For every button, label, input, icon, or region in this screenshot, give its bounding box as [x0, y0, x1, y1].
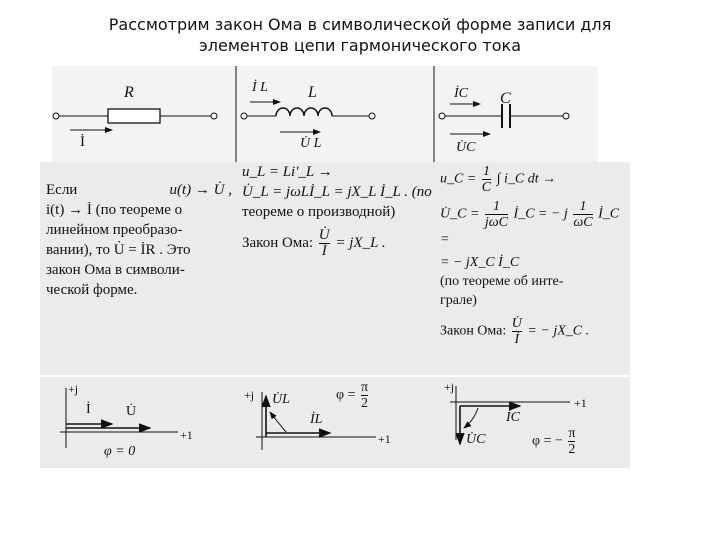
capacitor-voltage-label: U̇C	[456, 140, 476, 155]
resistor-phasor-j: +j	[68, 382, 79, 396]
resistor-line-3: линейном преобразо-	[46, 222, 183, 238]
capacitor-eq-1: u_C = $\frac{1}{C}$ ∫ i_C dt →	[440, 164, 557, 195]
inductor-label: L	[308, 84, 317, 101]
inductor-description	[242, 162, 434, 259]
inductor-phasor-j: +j	[244, 388, 255, 402]
resistor-line-4: вании), то U̇ = İR . Это	[46, 242, 191, 258]
resistor-line-5: закон Ома в символи-	[46, 262, 185, 278]
capacitor-eq-2: U̇_C = $\frac{1}{\text{jωC}}$ İ_C = − j $\frac{1}{\omega C}$ İ_C =	[440, 199, 620, 247]
capacitor-eq-5: грале)	[440, 293, 477, 308]
capacitor-phasor-plus1: +1	[574, 396, 587, 410]
resistor-phasor-i: İ	[86, 402, 91, 417]
capacitor-label: C	[500, 90, 511, 107]
capacitor-symbol	[439, 104, 569, 134]
inductor-phasor-plus1: +1	[378, 432, 391, 446]
capacitor-phasor-uc: U̇C	[466, 432, 486, 447]
title-line-1: Рассмотрим закон Ома в символической форме записи для	[108, 15, 612, 34]
resistor-current-label: İ	[80, 134, 85, 150]
inductor-eq-3: теореме о производной)	[242, 204, 396, 220]
inductor-eq-1: u_L = Li'_L →	[242, 164, 333, 180]
resistor-phasor-plus1: +1	[180, 428, 193, 442]
resistor-phasor-u: U̇	[126, 404, 137, 419]
resistor-label: R	[124, 84, 134, 101]
title-line-2: элементов цепи гармонического тока	[198, 36, 522, 55]
capacitor-ohm-law: Закон Ома: $\frac{U̇}{İ}$ = − jX_C .	[440, 316, 590, 347]
resistor-line-2: i(t) → İ (по теореме о	[46, 202, 183, 218]
capacitor-current-label: İC	[454, 86, 468, 101]
inductor-current-label: İ L	[252, 80, 268, 95]
resistor-line-6: ческой форме.	[46, 282, 138, 298]
resistor-description	[46, 180, 232, 300]
capacitor-eq-3: = − jX_C İ_C	[440, 255, 520, 270]
inductor-phasor-ul: U̇L	[272, 392, 290, 407]
capacitor-phasor-j: +j	[444, 380, 455, 394]
inductor-phasor-il: İL	[310, 412, 323, 427]
inductor-phi: φ = $\frac{\pi}{2}$	[336, 380, 369, 411]
capacitor-eq-4: (по теореме об инте-	[440, 274, 564, 289]
resistor-phasor-diagram	[60, 388, 178, 448]
inductor-eq-2: U̇_L = jωLİ_L = jX_L İ_L . (по	[242, 184, 432, 200]
inductor-ohm-law: Закон Ома: $\frac{U̇}{İ}$ = jX_L .	[242, 227, 386, 259]
resistor-symbol	[53, 109, 217, 130]
capacitor-description	[440, 164, 630, 347]
inductor-symbol	[241, 102, 375, 132]
resistor-line-1: Если u(t) → U̇ ,	[46, 182, 232, 198]
capacitor-phasor-ic: İC	[506, 410, 520, 425]
resistor-phasor-phi: φ = 0	[104, 444, 136, 459]
inductor-voltage-label: U̇ L	[300, 136, 322, 151]
capacitor-phi: φ = − $\frac{\pi}{2}$	[532, 426, 576, 457]
